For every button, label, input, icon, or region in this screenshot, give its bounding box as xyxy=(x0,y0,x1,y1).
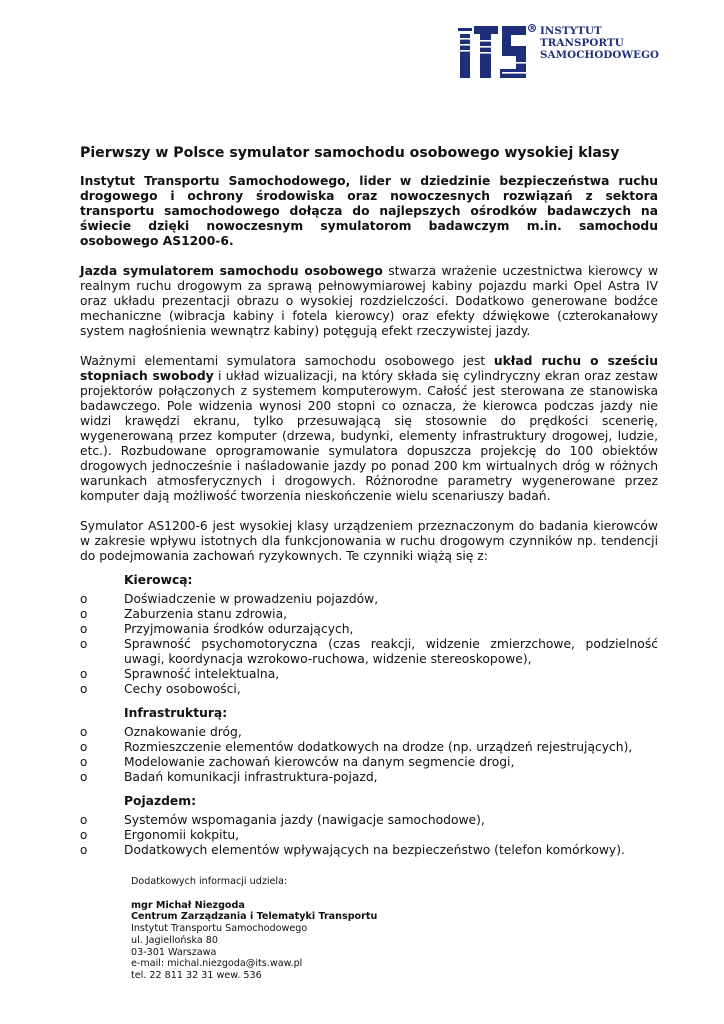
bullet-icon: o xyxy=(80,725,88,739)
list-item: o Systemów wspomagania jazdy (nawigacje samochodowe), xyxy=(80,813,485,827)
bullet-icon: o xyxy=(80,682,88,696)
list-item: o Przyjmowania środków odurzających, xyxy=(80,622,354,636)
contact-city: 03-301 Warszawa xyxy=(131,946,217,958)
paragraph-elements-text: i układ wizualizacji, na który składa się cylindryczny ekran oraz zestaw projektorów połączonych z systemem komputerowym. Całość jest sterowana ze stanowiska badawczego. Pole widzenia wynosi 200 stopni co oznacza, że kierowca podczas jazdy nie widzi krawędzi ekranu, tylko przesuwającą się stosownie do prędkości scenerię, wygenerowaną przez komputer (drzewa, budynki, elementy infrastruktury drogowej, ludzie, etc.). Rozbudowane oprogramowanie symulatora dopuszcza projekcję do 100 obiektów drogowych jednocześnie i naśladowanie jazdy po ponad 200 km wirtualnych dróg w różnych warunkach atmosferycznych i drogowych. Różnorodne parametry wygenerowane przez komputer dają możliwość tworzenia nieskończenie wielu scenariuszy badań. xyxy=(80,369,658,503)
list-item: o Dodatkowych elementów wpływających na bezpieczeństwo (telefon komórkowy). xyxy=(80,843,625,857)
bullet-icon: o xyxy=(80,740,88,754)
paragraph-elements xyxy=(80,354,658,504)
list-item: o Sprawność intelektualna, xyxy=(80,667,280,681)
bullet-icon: o xyxy=(80,667,88,681)
list-vehicle xyxy=(80,813,658,858)
bullet-icon: o xyxy=(80,813,88,827)
section-title-driver: Kierowcą: xyxy=(124,573,193,587)
svg-text:R: R xyxy=(530,26,535,33)
contact-block xyxy=(131,876,377,982)
bullet-icon: o xyxy=(80,592,88,606)
section-title-infrastructure: Infrastrukturą: xyxy=(124,706,228,720)
bullet-icon: o xyxy=(80,770,88,784)
logo-line-3: SAMOCHODOWEGO xyxy=(540,49,660,61)
list-item: o Badań komunikacji infrastruktura-pojazd, xyxy=(80,770,378,784)
contact-street: ul. Jagiellońska 80 xyxy=(131,934,219,946)
bullet-icon: o xyxy=(80,828,88,842)
contact-phone: tel. 22 811 32 31 wew. 536 xyxy=(131,969,262,981)
list-item: o Ergonomii kokpitu, xyxy=(80,828,240,842)
paragraph-driving-bold: Jazda symulatorem samochodu osobowego xyxy=(80,264,383,278)
list-item: o Modelowanie zachowań kierowców na danym segmencie drogi, xyxy=(80,755,515,769)
contact-email[interactable]: e-mail: michal.niezgoda@its.waw.pl xyxy=(131,958,303,970)
document-title: Pierwszy w Polsce symulator samochodu osobowego wysokiej klasy xyxy=(80,145,620,161)
logo-wordmark xyxy=(540,25,659,61)
lead-paragraph: Instytut Transportu Samochodowego, lider w dziedzinie bezpieczeństwa ruchu drogowego i ochrony środowiska oraz nowoczesnych rozwiązań z sektora transportu samochodowego dołącza do najlepszych ośrodków badawczych na świecie dzięki nowoczesnym symulatorom badawczym m.in. samochodu osobowego AS1200-6. xyxy=(80,174,658,248)
contact-name: mgr Michał Niezgoda xyxy=(131,899,245,911)
list-item: o Rozmieszczenie elementów dodatkowych na drodze (np. urządzeń rejestrujących), xyxy=(80,740,633,754)
list-item: o Doświadczenie w prowadzeniu pojazdów, xyxy=(80,592,379,606)
paragraph-simulator: Symulator AS1200-6 jest wysokiej klasy urządzeniem przeznaczonym do badania kierowców w zakresie wpływu istotnych dla funkcjonowania w ruchu drogowym czynników np. tendencji do podejmowania zachowań ryzykownych. Te czynniki wiążą się z: xyxy=(80,519,658,563)
logo-line-1: INSTYTUT xyxy=(540,25,602,37)
paragraph-driving-text: stwarza wrażenie uczestnictwa kierowcy w realnym ruchu drogowym za sprawą pełnowymiarowej kabiny pojazdu marki Opel Astra IV oraz układu prezentacji obrazu o wysokiej rozdzielczości. Dodatkowo generowane bodźce mechaniczne (wibracja kabiny i fotela kierowcy) oraz efekty dźwiękowe (czterokanałowy system nagłośnienia wewnątrz kabiny) potęgują efekt rzeczywistej jazdy. xyxy=(80,264,659,338)
its-logo-mark-icon xyxy=(456,22,540,80)
contact-unit: Centrum Zarządzania i Telematyki Transportu xyxy=(131,911,378,923)
document-body xyxy=(80,144,658,858)
its-logo xyxy=(456,22,660,80)
bullet-icon: o xyxy=(80,843,88,857)
list-item: o Zaburzenia stanu zdrowia, xyxy=(80,607,288,621)
logo-line-2: TRANSPORTU xyxy=(540,37,624,49)
list-infrastructure xyxy=(80,725,658,785)
section-title-vehicle: Pojazdem: xyxy=(124,794,197,808)
bullet-icon: o xyxy=(80,622,88,636)
paragraph-elements-start: Ważnymi elementami symulatora samochodu osobowego jest xyxy=(80,354,494,368)
contact-intro: Dodatkowych informacji udziela: xyxy=(131,876,288,887)
bullet-icon: o xyxy=(80,755,88,769)
list-item: o Cechy osobowości, xyxy=(80,682,241,696)
list-item: o Oznakowanie dróg, xyxy=(80,725,242,739)
contact-institute: Instytut Transportu Samochodowego xyxy=(131,923,308,935)
paragraph-driving xyxy=(80,264,658,339)
bullet-icon: o xyxy=(80,637,88,651)
list-driver xyxy=(80,592,658,697)
bullet-icon: o xyxy=(80,607,88,621)
paragraph-elements-bold: układ ruchu o sześciu stopniach swobody xyxy=(80,354,658,383)
list-item: o Sprawność psychomotoryczna (czas reakcji, widzenie zmierzchowe, podzielność uwagi, koordynacja wzrokowo-ruchowa, widzenie stereoskopowe), xyxy=(80,637,658,666)
